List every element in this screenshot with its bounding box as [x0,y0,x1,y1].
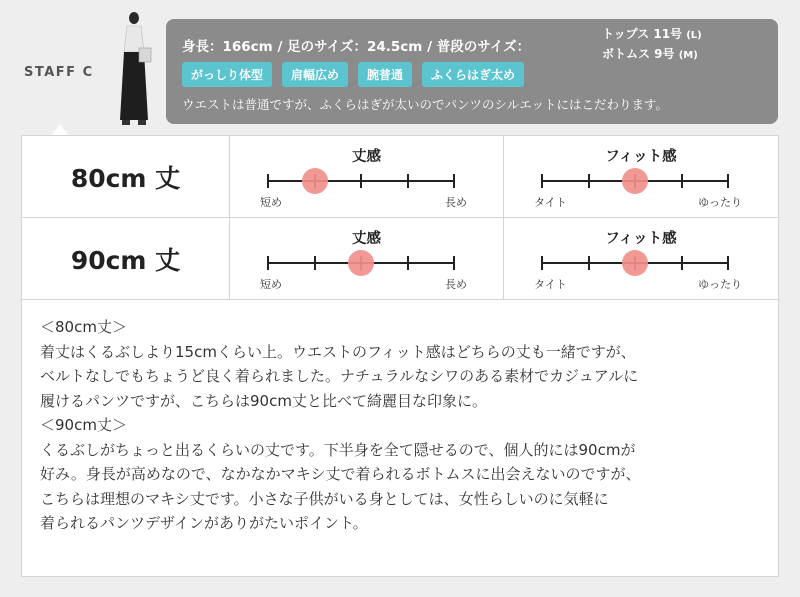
review-row [22,136,778,218]
scale-tick [588,256,590,270]
scale-tick [267,174,269,188]
scale-tick [453,174,455,188]
scale-left-label: タイト [534,196,567,209]
description-line: 好み。身長が高めなので、なかなかマキシ丈で着られるボトムスに出会えないのですが、 [40,465,641,483]
description-line: 履けるパンツですが、こちらは90cm丈と比べて綺麗目な印象に。 [40,391,487,410]
scale-right-label: ゆったり [698,196,742,209]
description-line: くるぶしがちょっと出るくらいの丈です。下半身を全て隠せるので、個人的には90cmが [40,440,636,459]
review-description [40,315,760,536]
scale-tick [541,256,543,270]
scale-left-label: 短め [260,196,282,209]
tag-build: がっしり体型 [182,62,272,87]
fit-feel-cell [504,218,778,299]
description-line: ベルトなしでもちょうど良く着られました。ナチュラルなシワのある素材でカジュアルに [40,367,639,385]
length-feel-title: 丈感 [352,149,381,165]
scale-left-label: 短め [260,278,282,291]
description-line: ＜80cm丈＞ [40,318,127,336]
scale-tick [407,174,409,188]
staff-profile-box [166,19,778,124]
review-row [22,218,778,300]
length-feel-cell [230,136,504,217]
scale-tick [727,174,729,188]
staff-comment: ウエストは普通ですが、ふくらはぎが太いのでパンツのシルエットにはこだわります。 [182,97,668,112]
length-label: 80cm 丈 [22,136,230,217]
length-feel-title: 丈感 [352,231,381,247]
scale-tick [453,256,455,270]
rating-marker [622,250,648,276]
scale-tick [727,256,729,270]
scale-tick [314,256,316,270]
length-label: 90cm 丈 [22,218,230,299]
description-line: こちらは理想のマキシ丈です。小さな子供がいる身としては、女性らしいのに気軽に [40,489,609,508]
description-line: 着られるパンツデザインがありがたいポイント。 [40,514,368,532]
scale-tick [541,174,543,188]
scale-right-label: ゆったり [698,278,742,291]
staff-label: STAFF C [24,65,94,80]
scale-right-label: 長め [445,278,467,291]
staff-profile-measurements: 身長：166cm / 足のサイズ：24.5cm / 普段のサイズ： [182,39,531,55]
review-panel [21,135,779,577]
staff-usual-sizes [602,25,702,65]
panel-pointer [52,124,68,135]
rating-marker [302,168,328,194]
scale-right-label: 長め [445,196,467,209]
tag-shoulders: 肩幅広め [282,62,348,87]
scale-tick [407,256,409,270]
tag-arms: 腕普通 [358,62,412,87]
description-line: ＜90cm丈＞ [40,416,127,434]
staff-photo [110,10,158,128]
size-bottoms: ボトムス 9号 [602,47,675,61]
description-line: 着丈はくるぶしより15cmくらい上。ウエストのフィット感はどちらの丈も一緒ですが、 [40,342,636,361]
scale-tick [681,256,683,270]
length-feel-cell [230,218,504,299]
fit-feel-title: フィット感 [605,231,677,247]
size-tops-note: (L) [686,30,702,41]
scale-left-label: タイト [534,278,567,291]
body-type-tags [182,62,524,87]
scale-tick [267,256,269,270]
scale-tick [681,174,683,188]
fit-feel-title: フィット感 [605,149,677,165]
size-tops: トップス 11号 [602,27,683,41]
scale-tick [588,174,590,188]
scale-tick [360,174,362,188]
fit-feel-cell [504,136,778,217]
size-bottoms-note: (M) [678,50,698,61]
tag-calves: ふくらはぎ太め [422,62,524,87]
rating-marker [348,250,374,276]
rating-marker [622,168,648,194]
